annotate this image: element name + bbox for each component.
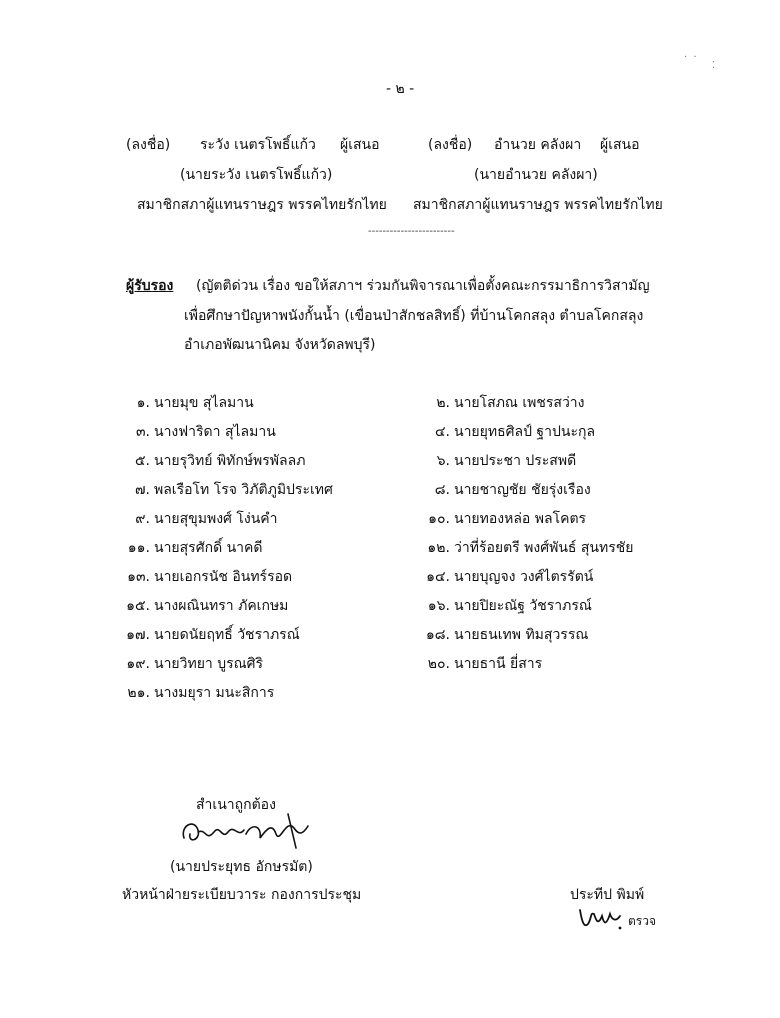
certifier-printed-name: (นายประยุทธ อักษรมัต): [170, 859, 313, 875]
proposer-position: สมาชิกสภาผู้แทนราษฎร พรรคไทยรักไทย: [413, 197, 663, 213]
endorser-name: นายปิยะณัฐ วัชราภรณ์: [454, 598, 592, 614]
handwritten-signature: [176, 808, 326, 854]
endorser-number: ๑.: [136, 395, 150, 411]
endorser-name: นายธานี ยี่สาร: [454, 656, 543, 672]
signed-name: อำนวย คลังผา: [494, 137, 582, 153]
proposer-position: สมาชิกสภาผู้แทนราษฎร พรรคไทยรักไทย: [137, 197, 387, 213]
endorser-number: ๓.: [135, 424, 150, 440]
endorser-name: นายสุขุมพงศ์ โง่นคำ: [154, 511, 278, 527]
endorser-name: ว่าที่ร้อยตรี พงศ์พันธ์ สุนทรชัย: [454, 540, 634, 556]
endorser-number: ๑๘.: [425, 627, 450, 643]
printed-name: (นายระวัง เนตรโพธิ์แก้ว): [180, 167, 333, 183]
endorser-name: นายประชา ประสพดี: [454, 453, 577, 469]
section-divider: ------------------------: [368, 226, 455, 237]
endorser-number: ๑๔.: [426, 569, 450, 585]
endorser-name: นายโสภณ เพชรสว่าง: [454, 395, 585, 411]
endorser-number: ๗.: [135, 482, 150, 498]
endorser-number: ๑๒.: [427, 540, 450, 556]
sign-prefix: (ลงชื่อ): [126, 137, 171, 153]
endorser-name: นายชาญชัย ชัยรุ่งเรือง: [454, 482, 591, 498]
typist-note: ประทีป พิมพ์: [570, 887, 645, 903]
sign-prefix: (ลงชื่อ): [428, 137, 473, 153]
endorser-number: ๘.: [434, 482, 450, 498]
endorser-number: ๑๕.: [126, 598, 150, 614]
endorser-number: ๑๑.: [127, 540, 150, 556]
endorser-number: ๒.: [436, 395, 450, 411]
endorser-name: พลเรือโท โรจ วิภัติภูมิประเทศ: [154, 482, 333, 498]
proposer-role: ผู้เสนอ: [600, 137, 640, 153]
endorser-number: ๑๙.: [126, 656, 150, 672]
endorser-name: นายยุทธศิลป์ ฐาปนะกุล: [454, 424, 596, 440]
endorser-name: นางฟาริดา สุไลมาน: [154, 424, 276, 440]
endorser-number: ๙.: [135, 511, 150, 527]
endorser-name: นายมุข สุไลมาน: [154, 395, 254, 411]
endorser-number: ๖.: [436, 453, 450, 469]
endorser-number: ๑๐.: [428, 511, 450, 527]
endorser-name: นายดนัยฤทธิ์ วัชราภรณ์: [154, 627, 300, 643]
endorser-name: นายบุญจง วงศ์ไตรรัตน์: [454, 569, 594, 585]
endorser-name: นายรุวิทย์ พิทักษ์พรพัลลภ: [154, 453, 306, 469]
checker-initials: [576, 904, 624, 934]
endorser-name: นางมยุรา มนะสิการ: [154, 685, 275, 701]
certifier-position: หัวหน้าฝ่ายระเบียบวาระ กองการประชุม: [122, 887, 362, 903]
signed-name: ระวัง เนตรโพธิ์แก้ว: [200, 137, 316, 153]
endorser-name: นายธนเทพ ทิมสุวรรณ: [454, 627, 589, 643]
checker-label: ตรวจ: [628, 914, 657, 928]
endorser-number: ๑๓.: [127, 569, 150, 585]
endorser-number: ๒๐.: [427, 656, 450, 672]
endorser-number: ๔.: [434, 424, 450, 440]
motion-line-3: อำเภอพัฒนานิคม จังหวัดลพบุรี): [184, 337, 376, 353]
motion-line-1: (ญัตติด่วน เรื่อง ขอให้สภาฯ ร่วมกันพิจารณาเพื่อตั้งคณะกรรมาธิการวิสามัญ: [196, 278, 650, 294]
endorsers-heading: ผู้รับรอง: [126, 278, 174, 294]
printed-name: (นายอำนวย คลังผา): [474, 167, 598, 183]
endorser-name: นายทองหล่อ พลโคตร: [454, 511, 587, 527]
endorser-name: นางผณินทรา ภัคเกษม: [154, 598, 289, 614]
endorser-name: นายสุรศักดิ์ นาคดี: [154, 540, 263, 556]
endorser-number: ๒๑.: [127, 685, 150, 701]
certification-label: สำเนาถูกต้อง: [196, 797, 276, 813]
motion-line-2: เพื่อศึกษาปัญหาพนังกั้นน้ำ (เขื่อนป่าสักชลสิทธิ์) ที่บ้านโคกสลุง ตำบลโคกสลุง: [184, 308, 644, 324]
page-number: - ๒ -: [386, 81, 415, 97]
scan-noise-mark: ⁚: [712, 60, 716, 71]
proposer-role: ผู้เสนอ: [340, 137, 380, 153]
endorser-number: ๑๗.: [126, 627, 150, 643]
endorser-number: ๑๖.: [427, 598, 450, 614]
endorser-name: นายเอกรนัช อินทร์รอด: [154, 569, 293, 585]
endorser-number: ๕.: [134, 453, 150, 469]
endorser-name: นายวิทยา บูรณศิริ: [154, 656, 264, 672]
scan-noise-mark: · ·: [684, 52, 697, 63]
